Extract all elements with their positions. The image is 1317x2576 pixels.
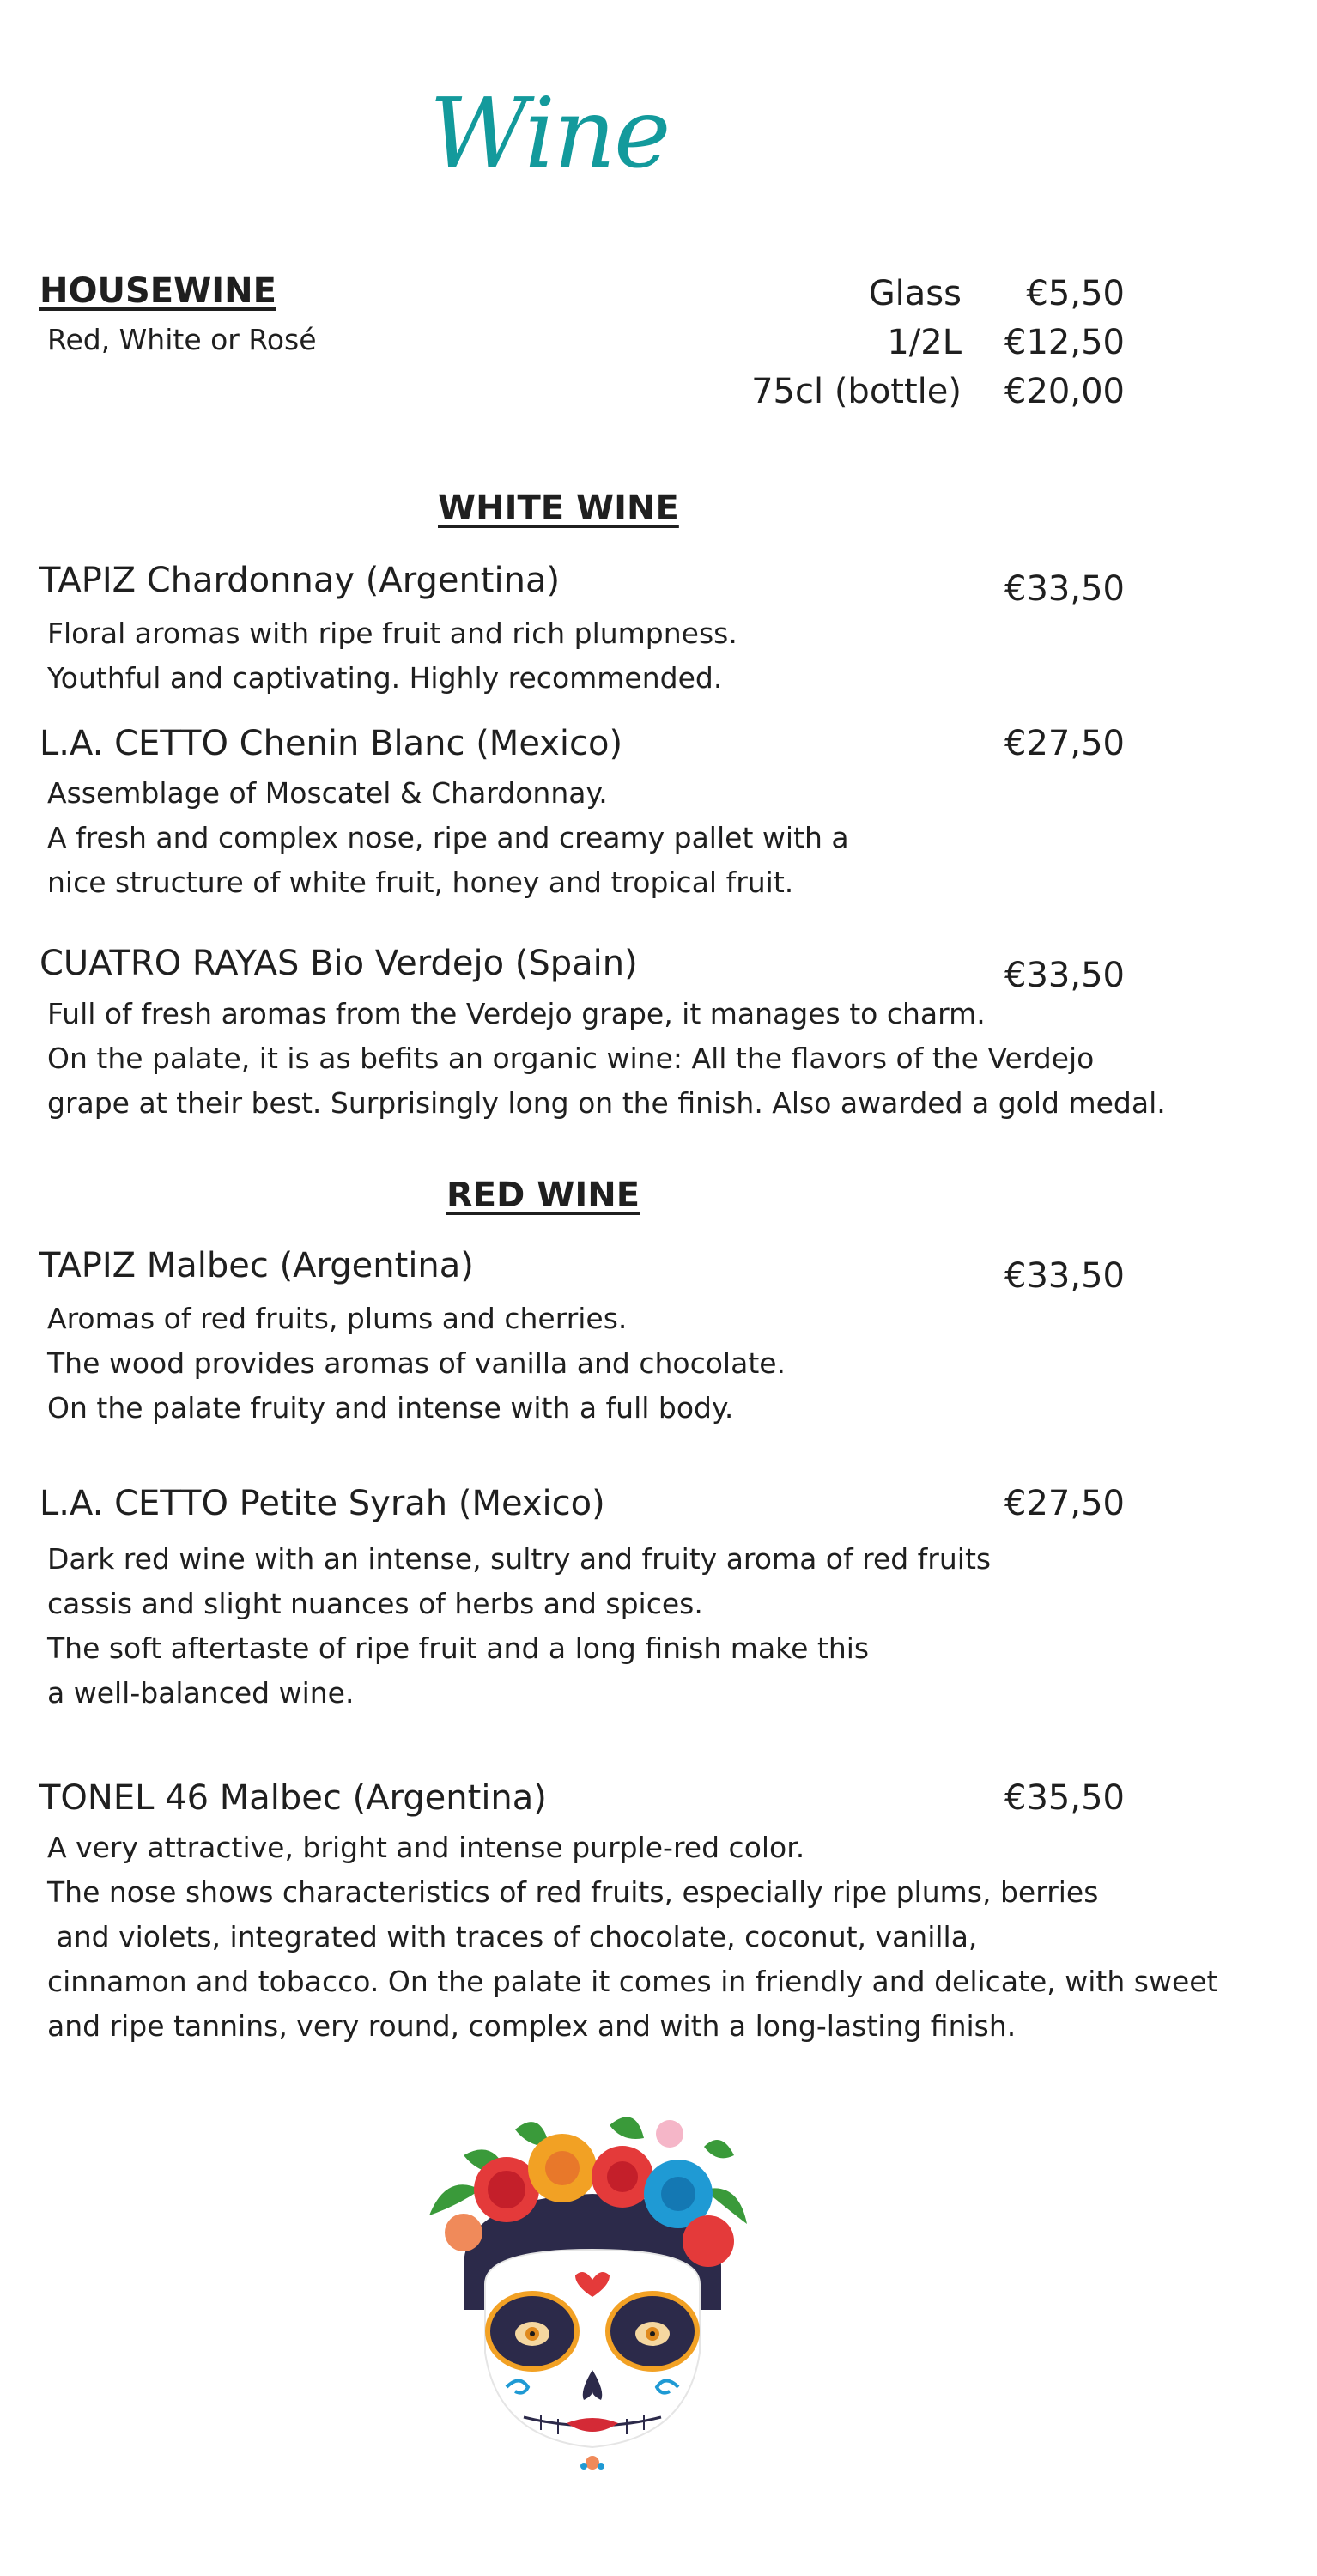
red-wine-2-description-line: cassis and slight nuances of herbs and spices. — [47, 1587, 703, 1620]
white-wine-2-description-line: Assemblage of Moscatel & Chardonnay. — [47, 776, 608, 810]
red-wine-2-price: €27,50 — [1004, 1484, 1125, 1523]
white-wine-1-description-line: Floral aromas with ripe fruit and rich plumpness. — [47, 617, 737, 650]
housewine-heading: HOUSEWINE — [39, 271, 276, 311]
housewine-glass-label: Glass — [868, 274, 962, 313]
white-wine-3-description-line: On the palate, it is as befits an organic wine: All the flavors of the Verdejo — [47, 1042, 1095, 1075]
red-wine-1-description-line: The wood provides aromas of vanilla and chocolate. — [47, 1346, 786, 1380]
red-wine-1-description-line: On the palate fruity and intense with a full body. — [47, 1391, 734, 1425]
housewine-subtitle: Red, White or Rosé — [47, 323, 317, 356]
red-wine-1-description-line: Aromas of red fruits, plums and cherries. — [47, 1302, 628, 1335]
red-wine-3-description-line: and ripe tannins, very round, complex and with a long-lasting finish. — [47, 2009, 1017, 2043]
red-wine-3-description-line: A very attractive, bright and intense purple-red color. — [47, 1831, 805, 1864]
red-wine-3-name: TONEL 46 Malbec (Argentina) — [39, 1778, 547, 1818]
white-wine-2-price: €27,50 — [1004, 724, 1125, 763]
red-wine-3-description-line: cinnamon and tobacco. On the palate it comes in friendly and delicate, with sweet — [47, 1965, 1218, 1998]
page-title: Wine — [429, 78, 670, 190]
red-wine-2-description-line: a well-balanced wine. — [47, 1676, 355, 1710]
red-wine-1-name: TAPIZ Malbec (Argentina) — [39, 1246, 474, 1285]
white-wine-2-description-line: nice structure of white fruit, honey and tropical fruit. — [47, 866, 794, 899]
white-wine-3-description-line: grape at their best. Surprisingly long on the finish. Also awarded a gold medal. — [47, 1086, 1166, 1120]
white-wine-1-description-line: Youthful and captivating. Highly recommended. — [47, 661, 723, 695]
red-wine-1-price: €33,50 — [1004, 1256, 1125, 1296]
red-wine-3-price: €35,50 — [1004, 1778, 1125, 1818]
white-wine-2-description-line: A fresh and complex nose, ripe and creamy pallet with a — [47, 821, 849, 854]
red-wine-2-description-line: The soft aftertaste of ripe fruit and a long finish make this — [47, 1631, 870, 1665]
sugar-skull-illustration — [412, 2095, 773, 2473]
housewine-half-liter-label: 1/2L — [887, 323, 962, 362]
housewine-bottle-price: €20,00 — [1004, 372, 1125, 411]
housewine-glass-price: €5,50 — [1026, 274, 1125, 313]
housewine-bottle-label: 75cl (bottle) — [751, 372, 962, 411]
white-wine-2-name: L.A. CETTO Chenin Blanc (Mexico) — [39, 724, 623, 763]
red-wine-3-description-line: and violets, integrated with traces of chocolate, coconut, vanilla, — [47, 1920, 978, 1953]
white-wine-1-price: €33,50 — [1004, 569, 1125, 609]
red-wine-2-description-line: Dark red wine with an intense, sultry and fruity aroma of red fruits — [47, 1542, 992, 1576]
white-wine-3-description-line: Full of fresh aromas from the Verdejo grape, it manages to charm. — [47, 997, 986, 1030]
red-wine-3-description-line: The nose shows characteristics of red fruits, especially ripe plums, berries — [47, 1875, 1099, 1909]
white-wine-heading: WHITE WINE — [438, 489, 679, 528]
white-wine-3-name: CUATRO RAYAS Bio Verdejo (Spain) — [39, 944, 638, 983]
red-wine-heading: RED WINE — [446, 1176, 640, 1215]
housewine-half-liter-price: €12,50 — [1004, 323, 1125, 362]
red-wine-2-name: L.A. CETTO Petite Syrah (Mexico) — [39, 1484, 605, 1523]
white-wine-1-name: TAPIZ Chardonnay (Argentina) — [39, 561, 561, 600]
white-wine-3-price: €33,50 — [1004, 956, 1125, 995]
